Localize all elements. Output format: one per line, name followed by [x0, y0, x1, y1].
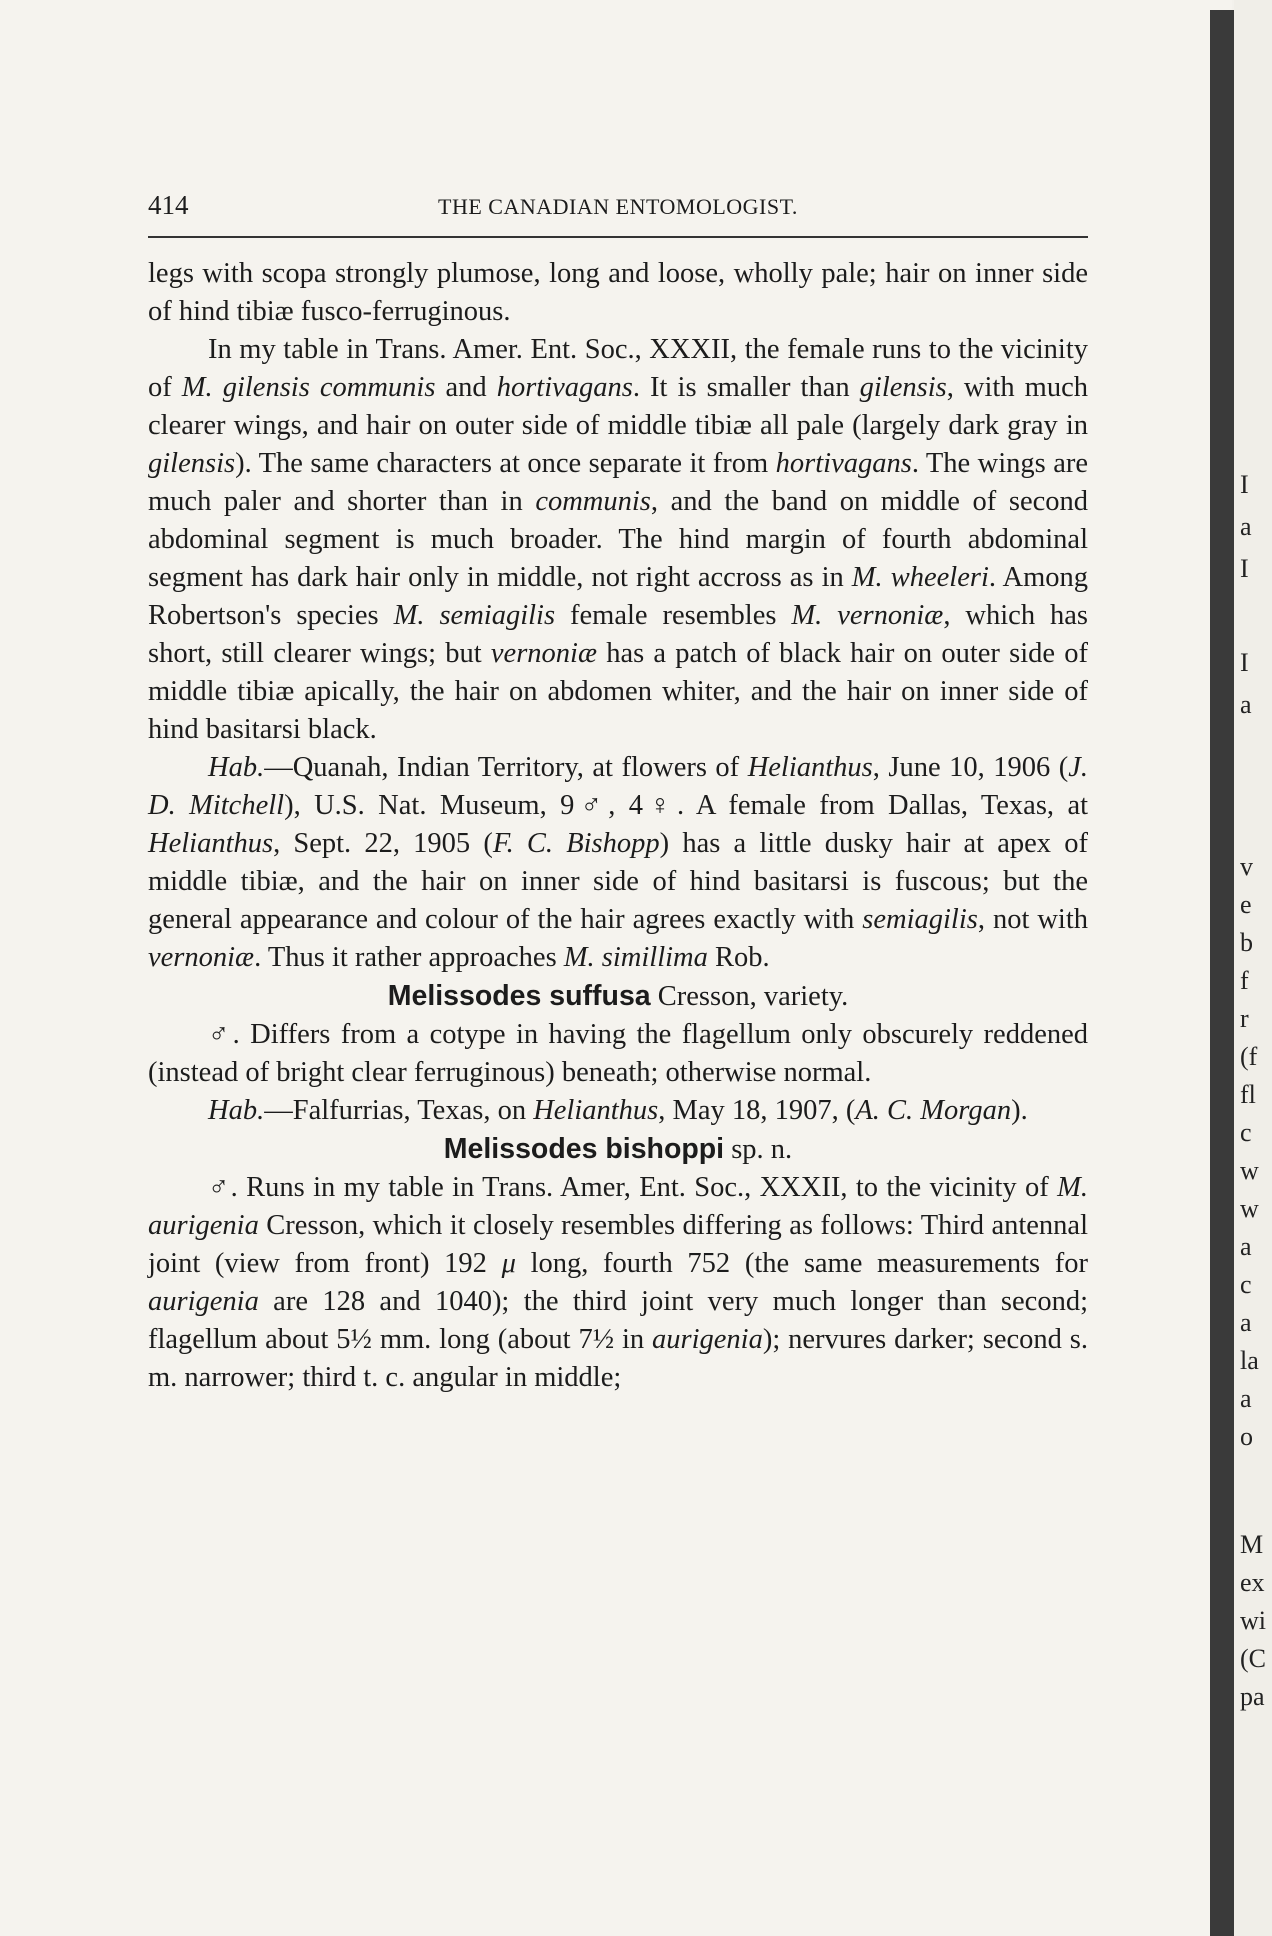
adjacent-text-fragment: ex [1240, 1568, 1265, 1597]
body-text [148, 255, 1088, 1397]
text-run: ); nervures darker; second s. m. narrower; third t. c. angular in middle; [148, 1324, 1088, 1393]
adjacent-text-fragment: fl [1240, 1080, 1256, 1109]
adjacent-text-fragment: a [1240, 1384, 1252, 1413]
text-run: Rob. [707, 942, 770, 973]
text-run: ). [1011, 1095, 1028, 1126]
taxon-name: M. wheeleri [851, 562, 989, 593]
text-run: female resembles [555, 600, 792, 631]
adjacent-text-fragment: I [1240, 648, 1249, 677]
text-run: —Quanah, Indian Territory, at flowers of [264, 752, 748, 783]
page-gutter-shadow [1210, 10, 1234, 1936]
adjacent-text-fragment: I [1240, 470, 1249, 499]
adjacent-text-fragment: a [1240, 512, 1252, 541]
adjacent-page-edge [1234, 0, 1272, 1936]
text-run: , May 18, 1907, ( [658, 1095, 856, 1126]
text-run: , June 10, 1906 ( [872, 752, 1069, 783]
hab-label: Hab. [208, 1095, 265, 1126]
header-rule [148, 236, 1088, 238]
adjacent-text-fragment: v [1240, 852, 1253, 881]
taxon-name: Helianthus [747, 752, 873, 783]
text-run: ) has a little dusky hair at apex of middle tibiæ, and the hair on inner side of hind basitarsi is fuscous; but the general appearance and colour of the hair agrees exactly with [148, 828, 1088, 935]
taxon-name: M. simillima [563, 942, 708, 973]
taxon-name: vernoniæ [490, 638, 597, 669]
taxon-name: M. semiagilis [393, 600, 556, 631]
text-run: long, fourth 752 (the same measurements for [515, 1248, 1088, 1279]
paragraph-comparison [148, 331, 1088, 749]
text-run: , not with [977, 904, 1088, 935]
taxon-name: semiagilis [862, 904, 978, 935]
taxon-name: M. gilensis communis [181, 372, 436, 403]
taxon-name: M. aurigenia [148, 1172, 1088, 1241]
paragraph-habitat-2 [148, 1092, 1088, 1130]
collector-name: J. D. Mitchell [148, 752, 1089, 821]
text-run: has a patch of black hair on outer side of middle tibiæ apically, the hair on abdomen whiter, and the hair on inner side of hind basitarsi black. [148, 638, 1088, 745]
adjacent-text-fragment: pa [1240, 1682, 1265, 1711]
paragraph-bishoppi-description [148, 1169, 1088, 1397]
text-run: . The wings are much paler and shorter than in [148, 448, 1088, 517]
adjacent-text-fragment: w [1240, 1194, 1259, 1223]
adjacent-text-fragment: a [1240, 690, 1252, 719]
adjacent-text-fragment: wi [1240, 1606, 1266, 1635]
taxon-name: communis [535, 486, 651, 517]
paragraph-suffusa-description [148, 1016, 1088, 1092]
text-run: and [435, 372, 497, 403]
adjacent-text-fragment: w [1240, 1156, 1259, 1185]
text-run: . Thus it rather approaches [254, 942, 564, 973]
text-run: ♂. Differs from a cotype in having the flagellum only obscurely reddened (instead of bright clear ferruginous) beneath; otherwise normal. [148, 1019, 1088, 1088]
adjacent-text-fragment: r [1240, 1004, 1249, 1033]
paragraph-continuation [148, 255, 1088, 331]
adjacent-text-fragment: f [1240, 966, 1249, 995]
adjacent-text-fragment: o [1240, 1422, 1253, 1451]
paragraph-habitat-1 [148, 749, 1088, 977]
text-run: are 128 and 1040); the third joint very much longer than second; flagellum about 5½ mm. long (about 7½ in [148, 1286, 1088, 1355]
text-run: ♂. Runs in my table in Trans. Amer, Ent. Soc., XXXII, to the vicinity of [208, 1172, 1058, 1203]
adjacent-text-fragment: c [1240, 1270, 1252, 1299]
adjacent-text-fragment: la [1240, 1346, 1259, 1375]
taxon-name: Helianthus [148, 828, 274, 859]
adjacent-text-fragment: b [1240, 928, 1253, 957]
text-run: legs with scopa strongly plumose, long and loose, wholly pale; hair on inner side of hind tibiæ fusco-ferruginous. [148, 258, 1088, 327]
species-name: Melissodes suffusa [387, 980, 651, 1012]
adjacent-text-fragment: a [1240, 1232, 1252, 1261]
collector-name: A. C. Morgan [855, 1095, 1012, 1126]
heading-rest: Cresson, variety. [650, 981, 849, 1012]
hab-label: Hab. [208, 752, 265, 783]
taxon-name: gilensis [148, 448, 236, 479]
text-run: In my table in Trans. Amer. Ent. Soc., XXXII, the female runs to the vicinity of [148, 334, 1088, 403]
taxon-name: M. vernoniæ [791, 600, 944, 631]
micron-symbol: μ [501, 1248, 516, 1279]
taxon-name: hortivagans [496, 372, 633, 403]
collector-name: F. C. Bishopp [492, 828, 660, 859]
text-run: , which has short, still clearer wings; but [148, 600, 1089, 669]
taxon-name: gilensis [859, 372, 947, 403]
text-run: , Sept. 22, 1905 ( [273, 828, 493, 859]
text-run: —Falfurrias, Texas, on [264, 1095, 534, 1126]
adjacent-text-fragment: c [1240, 1118, 1252, 1147]
text-run: . It is smaller than [632, 372, 860, 403]
taxon-name: aurigenia [652, 1324, 763, 1355]
running-title: THE CANADIAN ENTOMOLOGIST. [438, 194, 798, 219]
taxon-name: vernoniæ [148, 942, 255, 973]
adjacent-text-fragment: (C [1240, 1644, 1266, 1673]
text-run: Cresson, which it closely resembles differing as follows: Third antennal joint (view from front) 192 [148, 1210, 1088, 1279]
text-run: ), U.S. Nat. Museum, 9♂, 4♀. A female from Dallas, Texas, at [284, 790, 1089, 821]
adjacent-text-fragment: M [1240, 1530, 1264, 1559]
taxon-name: Helianthus [533, 1095, 659, 1126]
adjacent-text-fragment: a [1240, 1308, 1252, 1337]
page-number: 414 [148, 190, 189, 220]
adjacent-text-fragment: (f [1240, 1042, 1258, 1071]
page-header [148, 190, 1088, 226]
adjacent-text-fragment: I [1240, 554, 1249, 583]
text-run: ). The same characters at once separate it from [235, 448, 776, 479]
text-run: , and the band on middle of second abdominal segment is much broader. The hind margin of fourth abdominal segment has dark hair only in middle, not right accross as in [148, 486, 1088, 593]
text-run: , with much clearer wings, and hair on outer side of middle tibiæ all pale (largely dark gray in [148, 372, 1088, 441]
species-heading-bishoppi [148, 1130, 1088, 1169]
species-heading-suffusa [148, 977, 1088, 1016]
species-name: Melissodes bishoppi [443, 1133, 725, 1165]
taxon-name: hortivagans [775, 448, 912, 479]
adjacent-text-fragment: e [1240, 890, 1252, 919]
heading-rest: sp. n. [724, 1134, 793, 1165]
text-run: . Among Robertson's species [148, 562, 1088, 631]
taxon-name: aurigenia [148, 1286, 259, 1317]
